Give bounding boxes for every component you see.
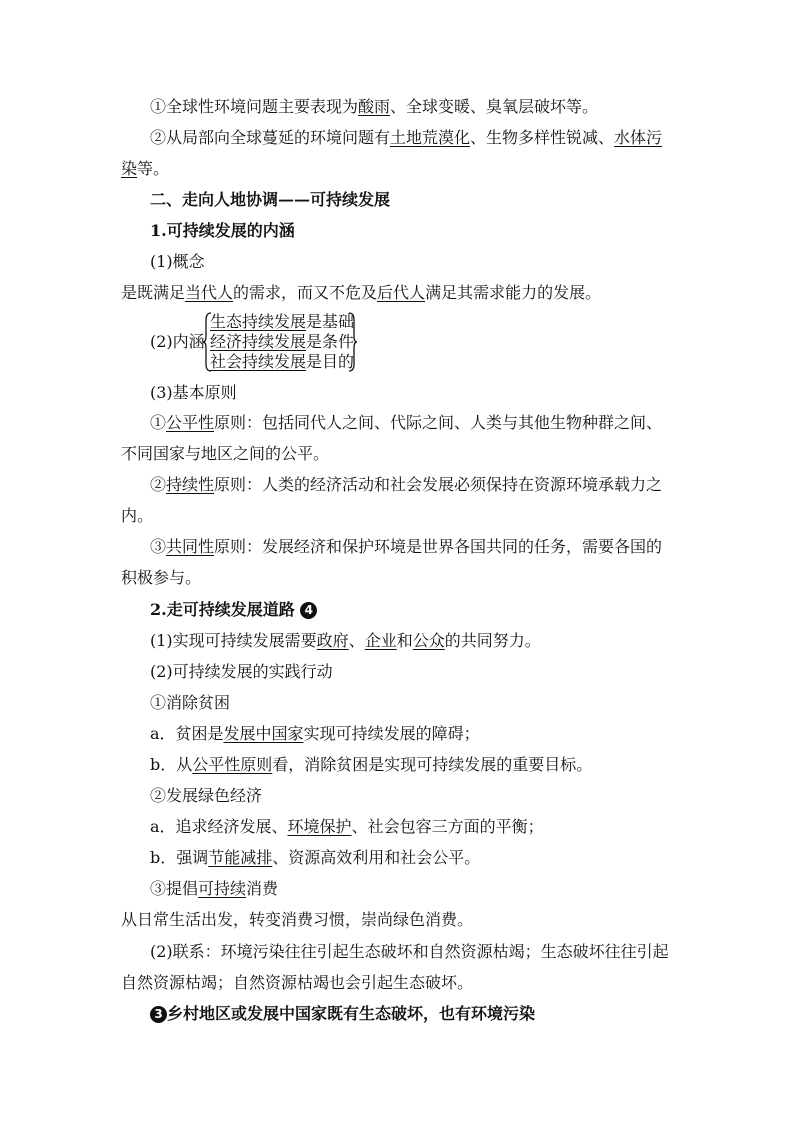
eliminate-poverty-label: ①消除贫困 — [150, 693, 231, 712]
poverty-item-b: b．从公平性原则看，消除贫困是实现可持续发展的重要目标。 — [150, 755, 593, 774]
note-badge-icon: 4 — [300, 602, 317, 619]
commonality-principle: ③共同性原则：发展经济和保护环境是世界各国共同的任务，需要各国的 — [150, 537, 663, 556]
concept-label: (1)概念 — [150, 252, 205, 271]
global-issues-line: ①全球性环境问题主要表现为酸雨、全球变暖、臭氧层破坏等。 — [150, 97, 599, 116]
connotation-label: (2)内涵 — [150, 332, 205, 351]
connotation-row: 生态持续发展是基础 — [210, 312, 355, 331]
connotation-row: 经济持续发展是条件 — [210, 332, 355, 351]
sustainability-principle: ②持续性原则：人类的经济活动和社会发展必须保持在资源环境承载力之 — [150, 475, 663, 494]
subsection-heading-path: 2.走可持续发展道路 4 — [150, 600, 317, 620]
fairness-principle: ①公平性原则：包括同代人之间、代际之间、人类与其他生物种群之间、 — [150, 413, 663, 432]
green-economy-label: ②发展绿色经济 — [150, 786, 263, 805]
practice-actions-label: (2)可持续发展的实践行动 — [150, 662, 333, 681]
spreading-issues-line: ②从局部向全球蔓延的环境问题有土地荒漠化、生物多样性锐减、水体污 — [150, 128, 663, 147]
consumption-text: 从日常生活出发，转变消费习惯，崇尚绿色消费。 — [121, 910, 474, 929]
section-heading: 二、走向人地协调——可持续发展 — [150, 190, 391, 209]
concept-definition: 是既满足当代人的需求，而又不危及后代人满足其需求能力的发展。 — [121, 283, 602, 302]
subsection-heading-connotation: 1.可持续发展的内涵 — [150, 221, 295, 240]
right-brace-icon — [348, 312, 358, 372]
note-badge-icon: 3 — [150, 1006, 167, 1023]
spreading-issues-line-cont: 染等。 — [121, 159, 170, 178]
poverty-item-a: a．贫困是发展中国家实现可持续发展的障碍； — [150, 724, 480, 743]
green-item-b: b．强调节能减排、资源高效利用和社会公平。 — [150, 848, 481, 867]
effort-line: (1)实现可持续发展需要政府、企业和公众的共同努力。 — [150, 631, 541, 650]
relation-line: (2)联系：环境污染往往引起生态破坏和自然资源枯竭；生态破坏往往引起 — [150, 942, 669, 961]
fairness-principle-cont: 不同国家与地区之间的公平。 — [121, 444, 330, 463]
connotation-row: 社会持续发展是目的 — [210, 352, 355, 371]
consumption-label: ③提倡可持续消费 — [150, 879, 279, 898]
commonality-principle-cont: 积极参与。 — [121, 568, 202, 587]
green-item-a: a．追求经济发展、环境保护、社会包容三方面的平衡； — [150, 817, 544, 836]
relation-line-cont: 自然资源枯竭；自然资源枯竭也会引起生态破坏。 — [121, 973, 474, 992]
footnote-line: 3 乡村地区或发展中国家既有生态破坏，也有环境污染 — [150, 1004, 535, 1024]
principles-label: (3)基本原则 — [150, 383, 237, 402]
sustainability-principle-cont: 内。 — [121, 506, 154, 525]
